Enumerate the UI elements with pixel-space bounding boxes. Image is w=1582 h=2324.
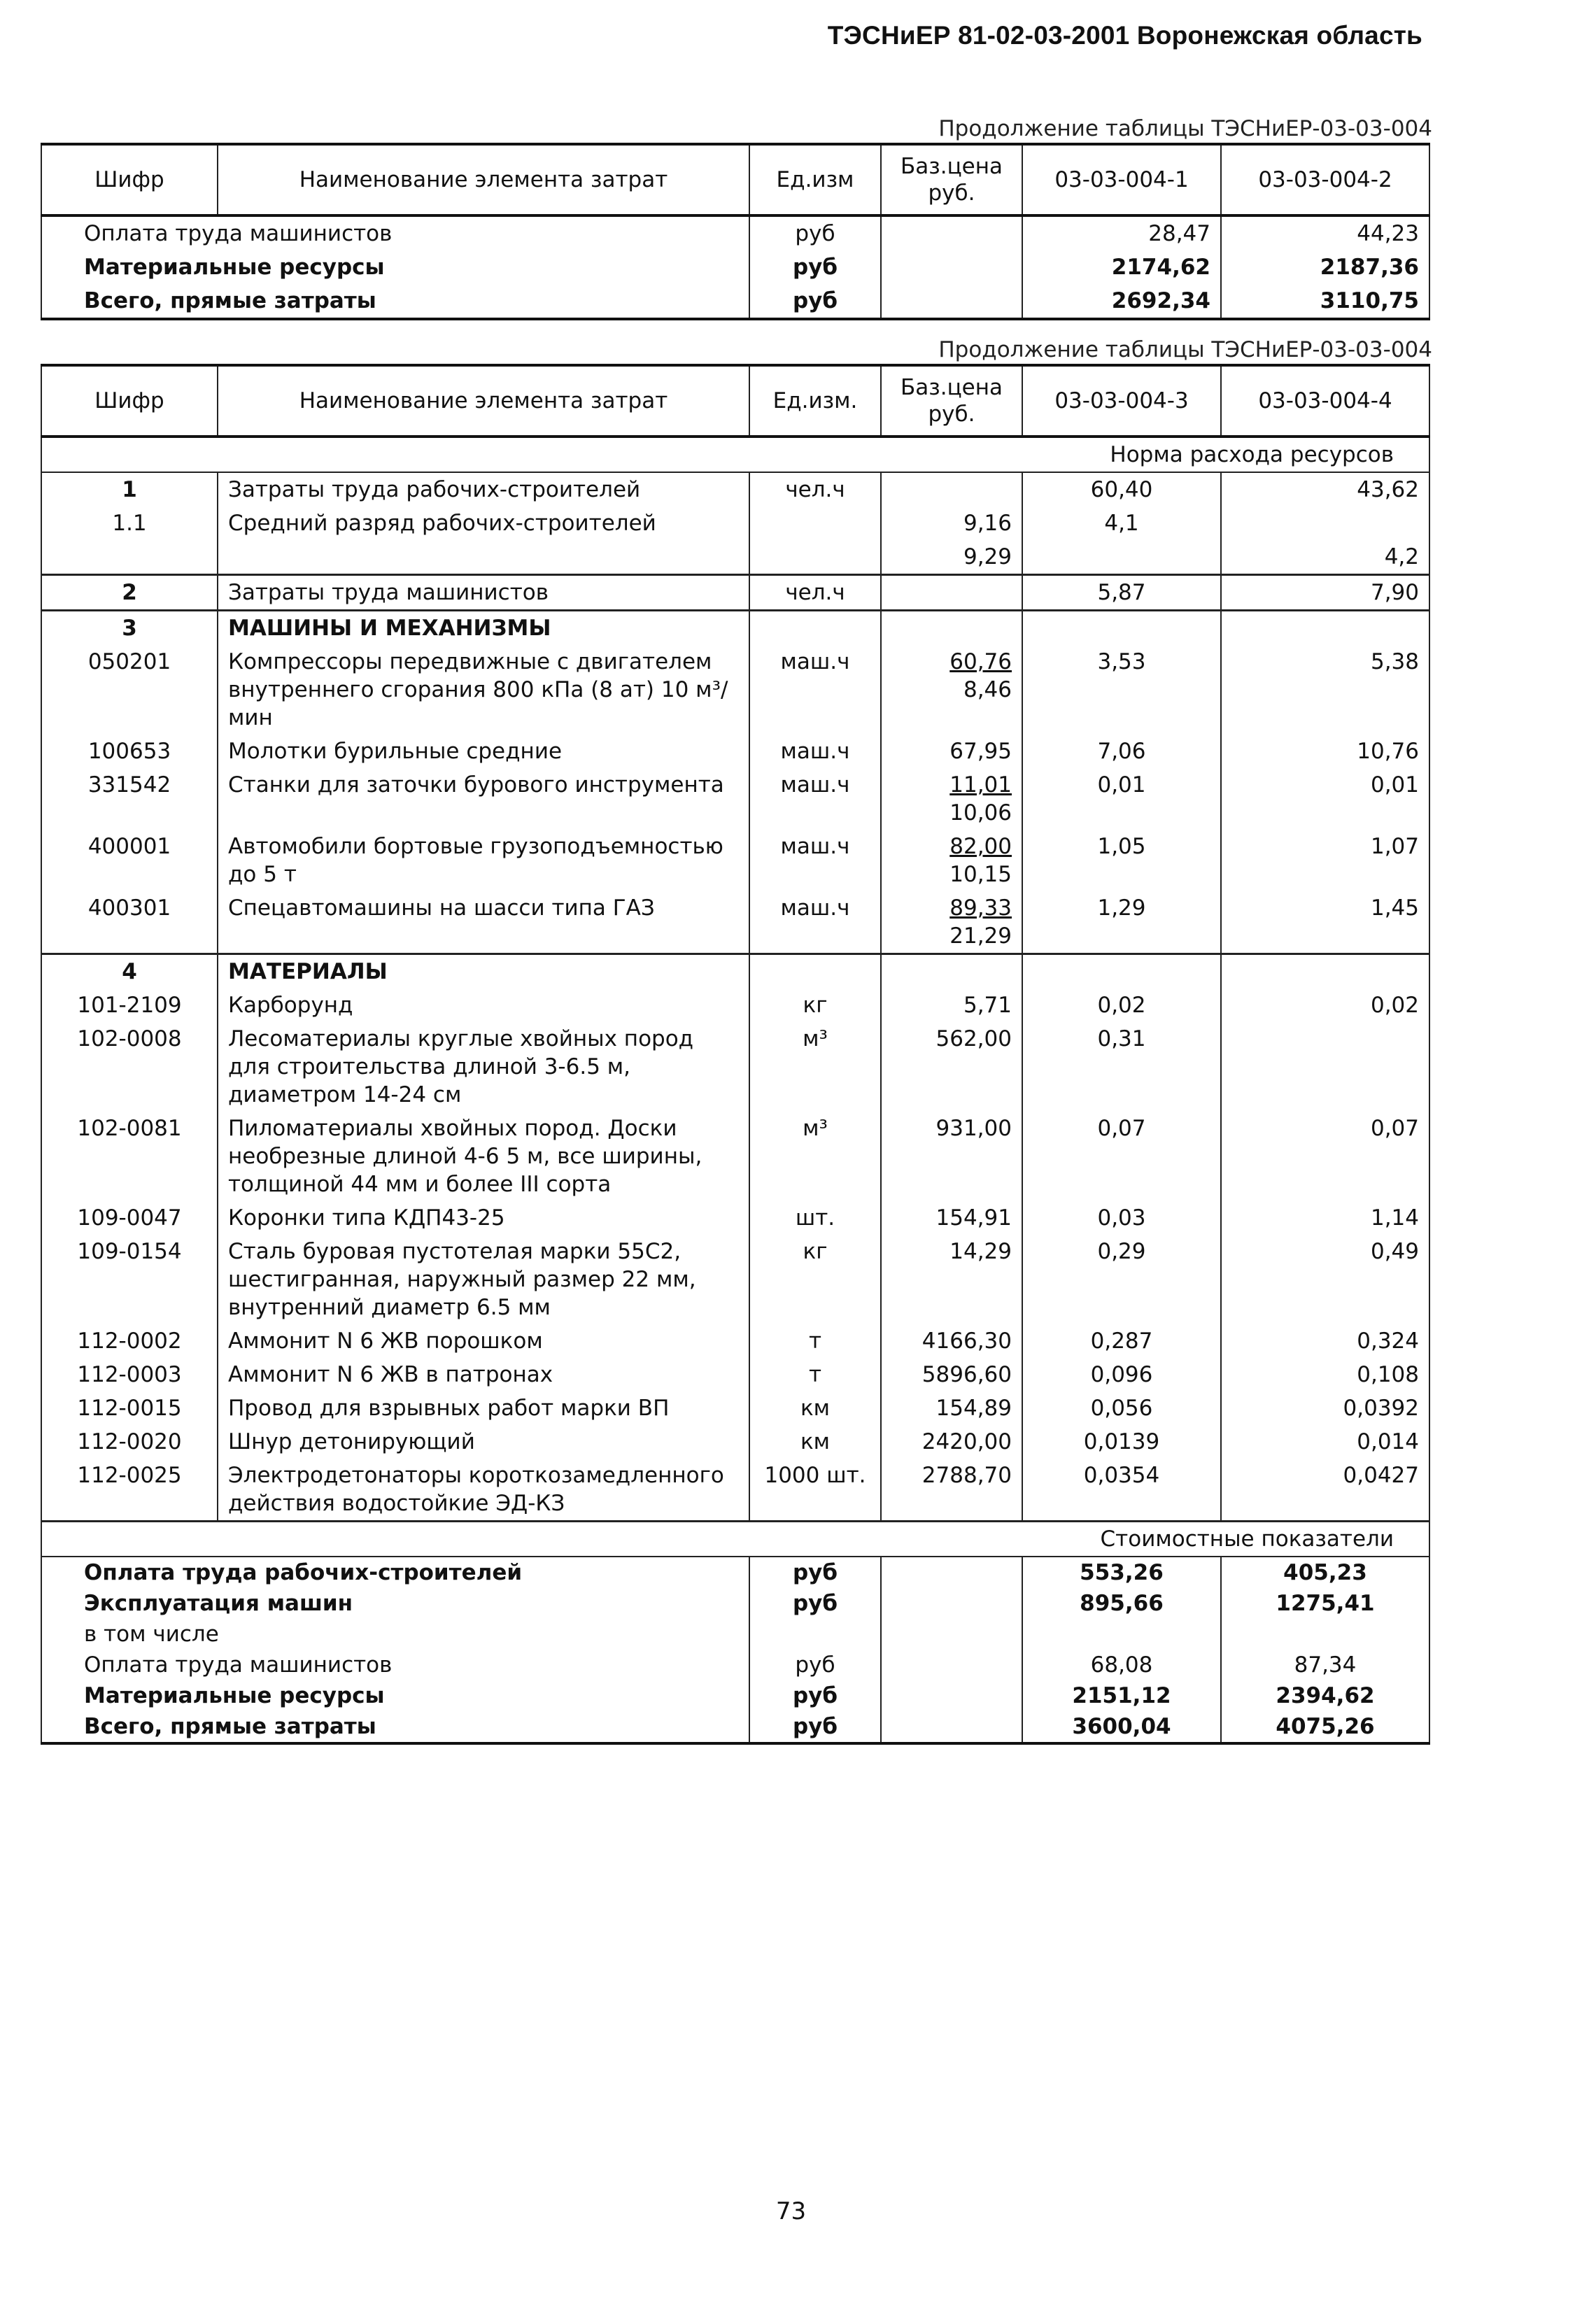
row-unit: км [749,1425,881,1459]
row-value-b: 44,23 [1221,215,1429,250]
cost-price [881,1680,1022,1711]
row-value-b: 10,76 [1221,735,1429,768]
row-code [41,540,218,575]
cost-price [881,1650,1022,1680]
col-b-header: 03-03-004-4 [1221,365,1429,437]
row-price: 9,29 [881,540,1022,575]
cost-label: Стоимостные показатели [41,1522,1429,1557]
norm-label: Норма расхода ресурсов [41,437,1429,472]
row-value-a: 28,47 [1022,215,1221,250]
section-row [41,954,1429,989]
cost-value-a: 2151,12 [1022,1680,1221,1711]
row-value-a [1022,540,1221,575]
row-price: 5,71 [881,989,1022,1022]
row-value-a: 0,02 [1022,989,1221,1022]
cost-value-b: 87,34 [1221,1650,1429,1680]
row-name: Шнур детонирующий [218,1425,749,1459]
price-secondary: 21,29 [949,923,1012,949]
row-value-b: 1,14 [1221,1201,1429,1235]
row-name [218,540,749,575]
row-value-a: 0,03 [1022,1201,1221,1235]
row-price [881,472,1022,506]
empty-cell [749,611,881,646]
row-value-b: 4,2 [1221,540,1429,575]
cost-value-a: 895,66 [1022,1588,1221,1619]
row-code: 109-0047 [41,1201,218,1235]
row-name: Аммонит N 6 ЖВ в патронах [218,1358,749,1391]
cost-value-b [1221,1619,1429,1650]
cost-label-row [41,1522,1429,1557]
section-title: МАТЕРИАЛЫ [218,954,749,989]
row-unit [749,540,881,575]
row-name: Коронки типа КДП43-25 [218,1201,749,1235]
row-unit: маш.ч [749,735,881,768]
cost-row [41,1650,1429,1680]
row-value-b: 0,49 [1221,1235,1429,1324]
row-code: 102-0081 [41,1112,218,1201]
row-price: 14,29 [881,1235,1022,1324]
table-row [41,735,1429,768]
section-code: 4 [41,954,218,989]
row-value-a: 60,40 [1022,472,1221,506]
table-row [41,1459,1429,1522]
empty-cell [1221,611,1429,646]
norm-label-row [41,437,1429,472]
row-name: Пиломатериалы хвойных пород. Доски необрезные длиной 4-6 5 м, все ширины, толщиной 44 мм и более III сорта [218,1112,749,1201]
row-unit: шт. [749,1201,881,1235]
price-secondary: 10,15 [949,862,1012,887]
table-row [41,1358,1429,1391]
row-unit: м³ [749,1022,881,1112]
price-primary: 60,76 [949,649,1012,674]
row-value-b: 2187,36 [1221,250,1429,284]
cost-value-b: 1275,41 [1221,1588,1429,1619]
row-unit: 1000 шт. [749,1459,881,1522]
row-code: 112-0025 [41,1459,218,1522]
row-unit: маш.ч [749,830,881,891]
col-code-header: Шифр [41,144,218,215]
table1 [41,143,1430,320]
row-name: Электродетонаторы короткозамедленного действия водостойкие ЭД-КЗ [218,1459,749,1522]
page-number: 73 [775,2197,807,2225]
price-primary: 89,33 [949,895,1012,921]
row-name: Лесоматериалы круглые хвойных пород для строительства длиной 3-6.5 м, диаметром 14-24 см [218,1022,749,1112]
row-unit [749,506,881,540]
row-price [881,768,1022,830]
row-unit: руб [749,215,881,250]
table-row [41,989,1429,1022]
row-code: 112-0002 [41,1324,218,1358]
table-row [41,540,1429,575]
table-row [41,250,1429,284]
table-row [41,284,1429,319]
row-value-a: 1,29 [1022,891,1221,954]
cost-price [881,1619,1022,1650]
cost-name: Оплата труда рабочих-строителей [41,1557,749,1588]
cost-value-b: 2394,62 [1221,1680,1429,1711]
row-unit: кг [749,989,881,1022]
row-name: Средний разряд рабочих-строителей [218,506,749,540]
row-value-a: 2692,34 [1022,284,1221,319]
cost-row [41,1711,1429,1743]
table-row [41,1425,1429,1459]
row-value-a: 2174,62 [1022,250,1221,284]
row-value-b: 0,02 [1221,989,1429,1022]
table-row [41,830,1429,891]
row-code: 100653 [41,735,218,768]
row-price: 154,91 [881,1201,1022,1235]
table-row [41,506,1429,540]
row-value-a: 0,0354 [1022,1459,1221,1522]
row-value-a: 0,287 [1022,1324,1221,1358]
row-price [881,575,1022,611]
row-price [881,645,1022,735]
col-name-header: Наименование элемента затрат [218,144,749,215]
cost-row [41,1588,1429,1619]
cost-value-a [1022,1619,1221,1650]
empty-cell [1022,954,1221,989]
table-row [41,768,1429,830]
row-value-b: 5,38 [1221,645,1429,735]
row-name: Сталь буровая пустотелая марки 55С2, шестигранная, наружный размер 22 мм, внутренний диаметр 6.5 мм [218,1235,749,1324]
row-unit: чел.ч [749,472,881,506]
row-unit: м³ [749,1112,881,1201]
row-unit: т [749,1324,881,1358]
cost-price [881,1588,1022,1619]
row-name: Затраты труда машинистов [218,575,749,611]
section-code: 3 [41,611,218,646]
cost-row [41,1619,1429,1650]
table-row [41,1112,1429,1201]
row-value-b: 0,01 [1221,768,1429,830]
row-value-a: 0,096 [1022,1358,1221,1391]
cost-row [41,1557,1429,1588]
row-value-b [1221,1022,1429,1112]
row-unit: т [749,1358,881,1391]
row-value-a: 0,0139 [1022,1425,1221,1459]
table-row [41,1235,1429,1324]
row-name: Карборунд [218,989,749,1022]
cost-row [41,1680,1429,1711]
empty-cell [881,954,1022,989]
col-b-header: 03-03-004-2 [1221,144,1429,215]
row-value-a: 4,1 [1022,506,1221,540]
section-title: МАШИНЫ И МЕХАНИЗМЫ [218,611,749,646]
cost-name: Оплата труда машинистов [41,1650,749,1680]
row-value-a: 0,01 [1022,768,1221,830]
row-price [881,891,1022,954]
row-price: 154,89 [881,1391,1022,1425]
cost-name: Материальные ресурсы [41,1680,749,1711]
row-code: 2 [41,575,218,611]
row-name: Автомобили бортовые грузоподъемностью до 5 т [218,830,749,891]
cost-value-b: 4075,26 [1221,1711,1429,1743]
row-code: 102-0008 [41,1022,218,1112]
table2 [41,364,1430,1745]
col-a-header: 03-03-004-3 [1022,365,1221,437]
col-price-header: Баз.цена руб. [881,144,1022,215]
row-name: Затраты труда рабочих-строителей [218,472,749,506]
cost-value-a: 553,26 [1022,1557,1221,1588]
table1-header [41,144,1429,215]
row-unit: маш.ч [749,645,881,735]
cost-name: Эксплуатация машин [41,1588,749,1619]
cost-value-b: 405,23 [1221,1557,1429,1588]
row-price [881,830,1022,891]
row-code: 101-2109 [41,989,218,1022]
document-title: ТЭСНиЕР 81-02-03-2001 Воронежская область [827,21,1422,50]
row-unit: км [749,1391,881,1425]
row-code: 112-0020 [41,1425,218,1459]
cost-name: в том числе [41,1619,749,1650]
row-value-b: 0,014 [1221,1425,1429,1459]
cost-unit: руб [749,1650,881,1680]
row-name: Провод для взрывных работ марки ВП [218,1391,749,1425]
row-unit: кг [749,1235,881,1324]
col-a-header: 03-03-004-1 [1022,144,1221,215]
table-row [41,1324,1429,1358]
empty-cell [1221,954,1429,989]
row-name: Компрессоры передвижные с двигателем внутреннего сгорания 800 кПа (8 ат) 10 м³/мин [218,645,749,735]
row-value-b: 0,0392 [1221,1391,1429,1425]
row-price: 2788,70 [881,1459,1022,1522]
table2-header [41,365,1429,437]
table-row [41,575,1429,611]
row-price: 9,16 [881,506,1022,540]
row-code: 400301 [41,891,218,954]
col-unit-header: Ед.изм. [749,365,881,437]
col-name-header: Наименование элемента затрат [218,365,749,437]
cost-unit [749,1619,881,1650]
row-unit: чел.ч [749,575,881,611]
price-primary: 11,01 [949,772,1012,798]
section-row [41,611,1429,646]
row-value-b: 0,0427 [1221,1459,1429,1522]
price-secondary: 8,46 [963,677,1012,702]
row-value-b: 1,45 [1221,891,1429,954]
row-value-a: 7,06 [1022,735,1221,768]
empty-cell [749,954,881,989]
table-row [41,1201,1429,1235]
table2-caption: Продолжение таблицы ТЭСНиЕР-03-03-004 [938,337,1432,362]
table1-caption: Продолжение таблицы ТЭСНиЕР-03-03-004 [938,116,1432,141]
cost-value-a: 3600,04 [1022,1711,1221,1743]
row-value-a: 1,05 [1022,830,1221,891]
row-value-a: 3,53 [1022,645,1221,735]
row-code: 112-0015 [41,1391,218,1425]
row-price [881,215,1022,250]
table-row [41,215,1429,250]
row-value-a: 0,31 [1022,1022,1221,1112]
row-code: 112-0003 [41,1358,218,1391]
row-price: 931,00 [881,1112,1022,1201]
col-code-header: Шифр [41,365,218,437]
cost-value-a: 68,08 [1022,1650,1221,1680]
row-code: 1.1 [41,506,218,540]
table-row [41,891,1429,954]
row-name: Спецавтомашины на шасси типа ГАЗ [218,891,749,954]
cost-unit: руб [749,1680,881,1711]
row-code: 050201 [41,645,218,735]
row-name: Оплата труда машинистов [41,215,749,250]
cost-unit: руб [749,1711,881,1743]
table-row [41,645,1429,735]
row-name: Всего, прямые затраты [41,284,749,319]
row-value-b: 3110,75 [1221,284,1429,319]
col-unit-header: Ед.изм [749,144,881,215]
row-price: 562,00 [881,1022,1022,1112]
table-row [41,1391,1429,1425]
cost-price [881,1711,1022,1743]
row-unit: маш.ч [749,891,881,954]
row-value-b: 0,108 [1221,1358,1429,1391]
cost-price [881,1557,1022,1588]
row-value-b: 7,90 [1221,575,1429,611]
row-price: 67,95 [881,735,1022,768]
row-value-a: 0,07 [1022,1112,1221,1201]
cost-unit: руб [749,1557,881,1588]
row-unit: маш.ч [749,768,881,830]
row-value-b: 0,07 [1221,1112,1429,1201]
row-name: Материальные ресурсы [41,250,749,284]
row-code: 1 [41,472,218,506]
row-value-b: 43,62 [1221,472,1429,506]
row-unit: руб [749,284,881,319]
row-unit: руб [749,250,881,284]
row-name: Аммонит N 6 ЖВ порошком [218,1324,749,1358]
row-price: 2420,00 [881,1425,1022,1459]
row-price [881,250,1022,284]
table-row [41,1022,1429,1112]
row-code: 109-0154 [41,1235,218,1324]
cost-unit: руб [749,1588,881,1619]
row-value-a: 5,87 [1022,575,1221,611]
table-row [41,472,1429,506]
row-value-a: 0,29 [1022,1235,1221,1324]
row-value-b: 0,324 [1221,1324,1429,1358]
col-price-header: Баз.цена руб. [881,365,1022,437]
row-value-b [1221,506,1429,540]
row-price: 5896,60 [881,1358,1022,1391]
row-price [881,284,1022,319]
empty-cell [881,611,1022,646]
price-secondary: 10,06 [949,800,1012,826]
cost-name: Всего, прямые затраты [41,1711,749,1743]
row-value-b: 1,07 [1221,830,1429,891]
price-primary: 82,00 [949,834,1012,859]
row-name: Станки для заточки бурового инструмента [218,768,749,830]
row-code: 331542 [41,768,218,830]
row-name: Молотки бурильные средние [218,735,749,768]
empty-cell [1022,611,1221,646]
row-value-a: 0,056 [1022,1391,1221,1425]
row-price: 4166,30 [881,1324,1022,1358]
row-code: 400001 [41,830,218,891]
